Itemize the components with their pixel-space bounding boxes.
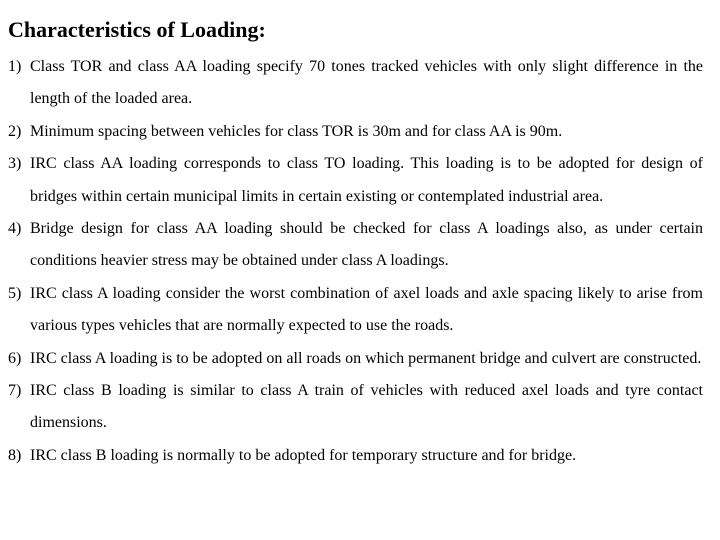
list-item-number: 3)	[8, 155, 22, 173]
list-item-text: Bridge design for class AA loading should be checked for class A loadings also, as under certain conditions heavier stress may be obtained under class A loadings.	[30, 220, 703, 270]
list-item	[8, 440, 703, 472]
list-item-text: Class TOR and class AA loading specify 70 tones tracked vehicles with only slight difference in the length of the loaded area.	[30, 58, 703, 108]
list-item-text: IRC class A loading is to be adopted on all roads on which permanent bridge and culvert are constructed.	[30, 349, 702, 367]
list-item-text: IRC class B loading is normally to be adopted for temporary structure and for bridge.	[30, 446, 577, 464]
list-item-text: Minimum spacing between vehicles for class TOR is 30m and for class AA is 90m.	[30, 122, 563, 140]
list-item	[8, 375, 703, 440]
characteristics-list	[8, 51, 703, 472]
list-item-number: 4)	[8, 220, 22, 238]
list-item-number: 2)	[8, 122, 22, 140]
list-item-number: 8)	[8, 446, 22, 464]
list-item	[8, 116, 703, 148]
page-title: Characteristics of Loading:	[8, 17, 266, 42]
list-item-text: IRC class A loading consider the worst combination of axel loads and axle spacing likely to arise from various types vehicles that are normally expected to use the roads.	[30, 284, 703, 335]
list-item	[8, 51, 703, 116]
list-item	[8, 343, 703, 375]
list-item	[8, 278, 703, 343]
list-item-text: IRC class B loading is similar to class A train of vehicles with reduced axel loads and tyre contact dimensions.	[30, 382, 703, 432]
list-item-number: 7)	[8, 382, 22, 400]
list-item-number: 1)	[8, 58, 22, 75]
list-item	[8, 213, 703, 278]
list-item-number: 6)	[8, 349, 22, 367]
list-item-text: IRC class AA loading corresponds to class TO loading. This loading is to be adopted for design of bridges within certain municipal limits in certain existing or contemplated industrial area.	[30, 155, 703, 205]
list-item-number: 5)	[8, 284, 22, 302]
list-item	[8, 148, 703, 213]
